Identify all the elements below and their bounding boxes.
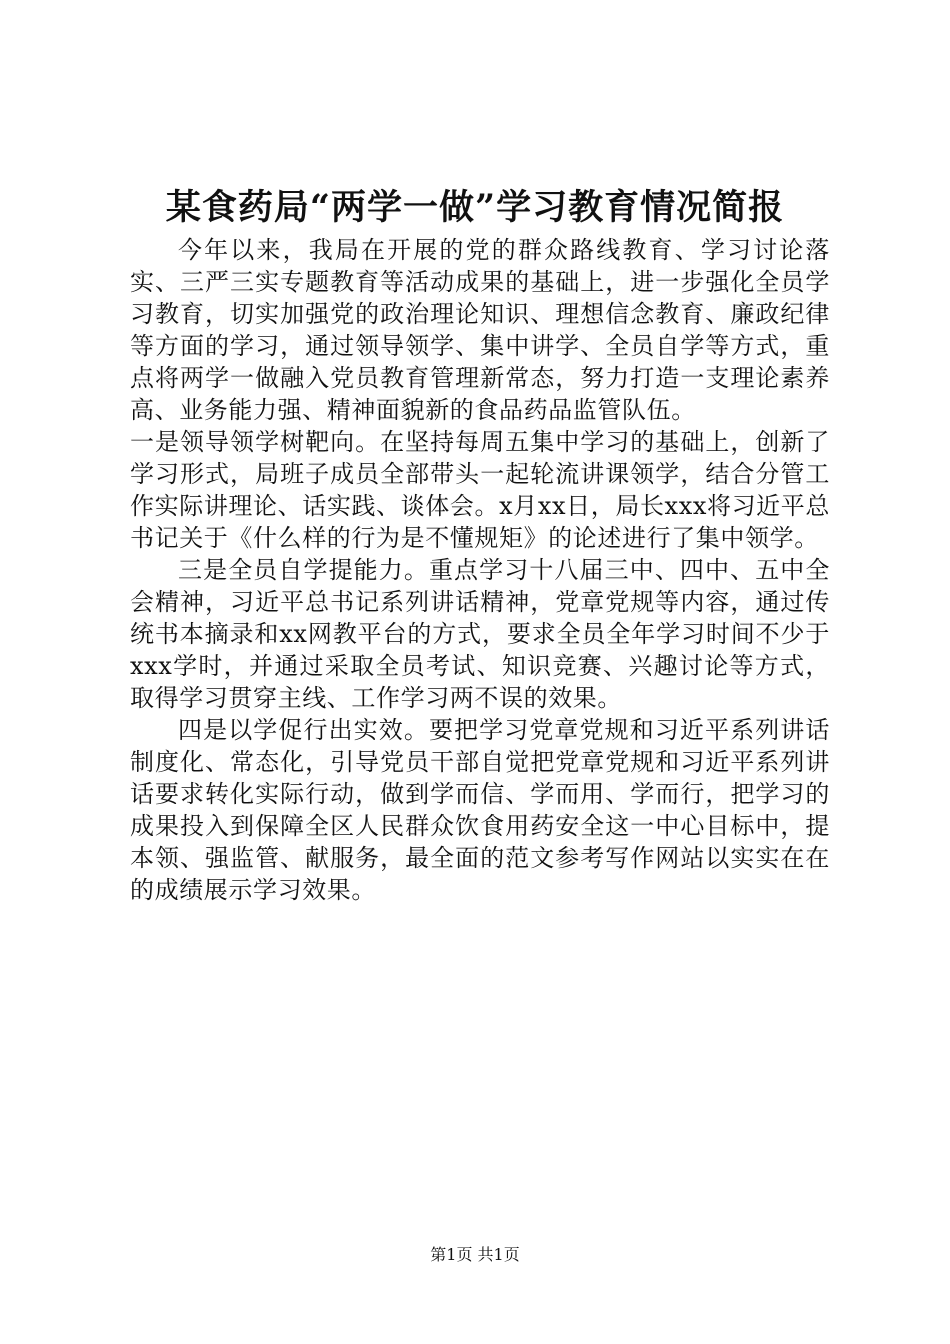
page-footer: 第1页 共1页 [430,1245,520,1264]
paragraph-practice: 四是以学促行出实效。要把学习党章党规和习近平系列讲话制度化、常态化，引导党员干部自觉把党章党规和习近平系列讲话要求转化实际行动，做到学而信、学而用、学而行，把学习的成果投入到保障全区人民群众饮食用药安全这一中心目标中，提本领、强监管、献服务，最全面的范文参考写作网站以实实在在的成绩展示学习效果。 [130,716,830,904]
paragraph-self-study: 三是全员自学提能力。重点学习十八届三中、四中、五中全会精神，习近平总书记系列讲话精神，党章党规等内容，通过传统书本摘录和xx网教平台的方式，要求全员全年学习时间不少于xxx学时，并通过采取全员考试、知识竞赛、兴趣讨论等方式，取得学习贯穿主线、工作学习两不误的效果。 [130,556,830,712]
page-title: 某食药局“两学一做”学习教育情况简报 [165,187,785,228]
document-body [130,234,830,906]
paragraph-intro: 今年以来，我局在开展的党的群众路线教育、学习讨论落实、三严三实专题教育等活动成果的基础上，进一步强化全员学习教育，切实加强党的政治理论知识、理想信念教育、廉政纪律等方面的学习，通过领导领学、集中讲学、全员自学等方式，重点将两学一做融入党员教育管理新常态，努力打造一支理论素养高、业务能力强、精神面貌新的食品药品监管队伍。 [130,236,830,424]
paragraph-leadership: 一是领导领学树靶向。在坚持每周五集中学习的基础上，创新了学习形式，局班子成员全部带头一起轮流讲课领学，结合分管工作实际讲理论、话实践、谈体会。x月xx日，局长xxx将习近平总书记关于《什么样的行为是不懂规矩》的论述进行了集中领学。 [130,428,830,552]
